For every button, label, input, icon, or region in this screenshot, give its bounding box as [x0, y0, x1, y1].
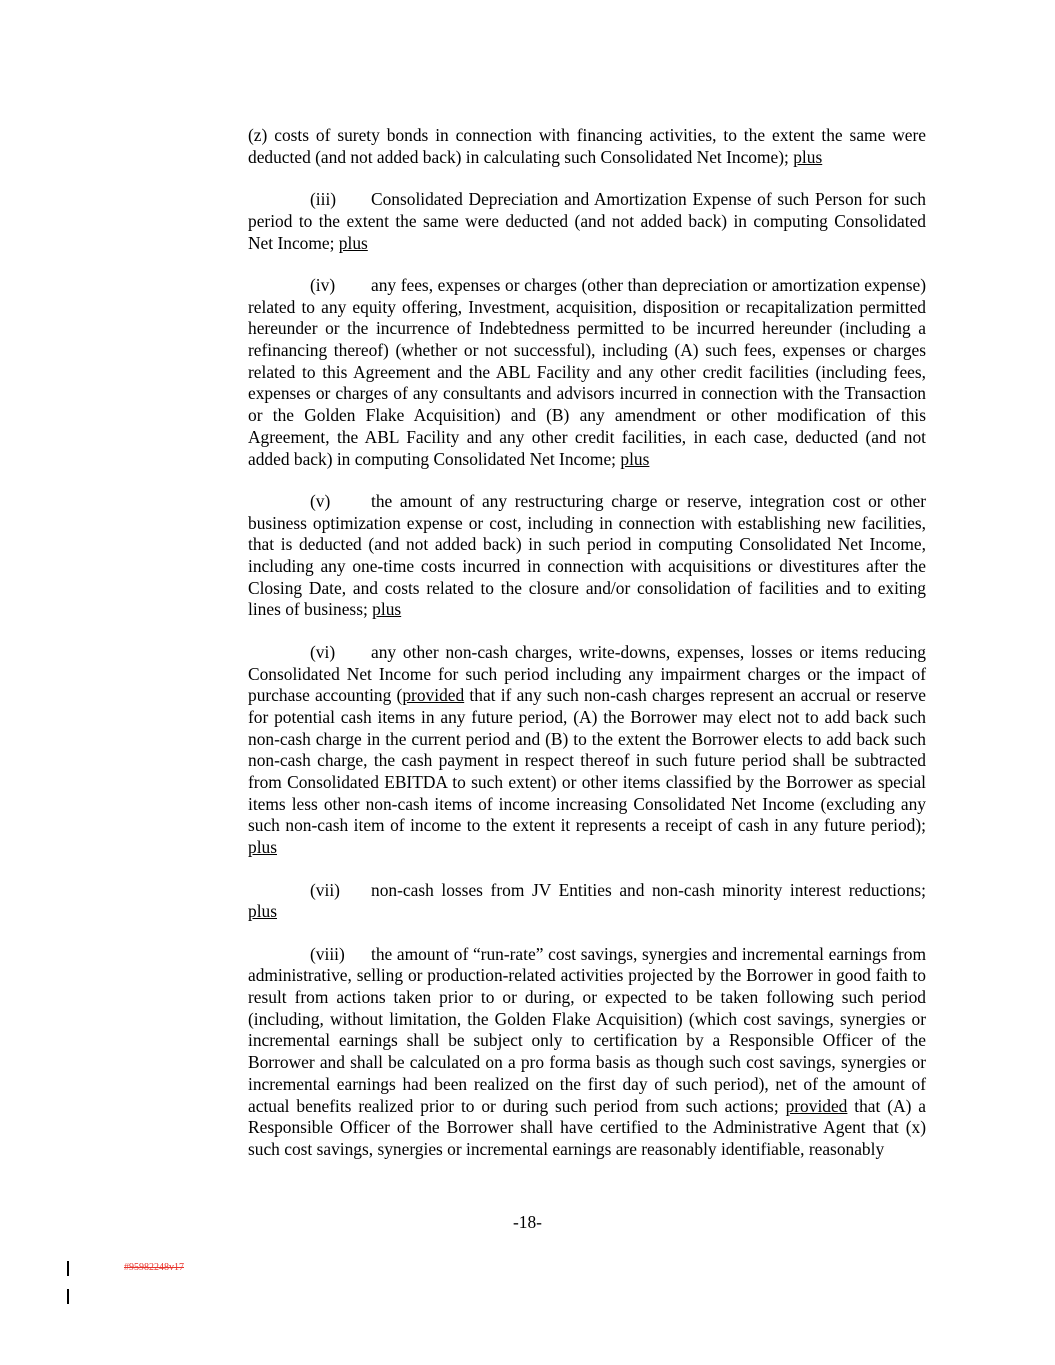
clause-number: (vi) — [310, 641, 336, 662]
paragraph-z — [248, 125, 926, 168]
underlined-plus: plus — [248, 901, 277, 922]
clause-number: (viii) — [310, 943, 345, 964]
underlined-plus: plus — [793, 146, 823, 167]
paragraph-iii — [248, 189, 926, 254]
clause-number: (iii) — [310, 189, 337, 210]
clause-number: (v) — [310, 490, 331, 511]
paragraph-viii — [248, 944, 926, 1161]
paragraph-iv — [248, 275, 926, 470]
underlined-plus: plus — [248, 837, 277, 858]
page-number: -18- — [513, 1212, 542, 1232]
underlined-provided: provided — [402, 685, 465, 706]
paragraph-text: any fees, expenses or charges (other than depreciation or amortization expense) related to any equity offering, Investment, acquisition, disposition or recapitalization permitted hereunder or the incurrence of Indebtedness permitted to be incurred hereunder (including a refinancing thereof) (whether or not successful), including (A) such fees, expenses or charges related to this Agreement and the ABL Facility and any other credit facilities (including fees, expenses or charges of any consultants and advisors incurred in connection with the Transaction or the Golden Flake Acquisition) and (B) any amendment or other modification of this Agreement, the ABL Facility and any other credit facilities, in each case, deducted (and not added back) in computing Consolidated Net Income; — [248, 274, 926, 469]
paragraph-vii — [248, 880, 926, 923]
underlined-plus: plus — [620, 448, 650, 469]
paragraph-text: the amount of “run-rate” cost savings, synergies and incremental earnings from administrative, selling or production-related activities projected by the Borrower in good faith to result from actions taken prior to or during, or expected to be taken following such period (including, without limitation, the Golden Flake Acquisition) (which cost savings, synergies or incremental earnings shall be subject only to certification by a Responsible Officer of the Borrower and shall be calculated on a pro forma basis as though such cost savings, synergies or incremental earnings had been realized on the first day of such period), net of the amount of actual benefits realized prior to or during such period from such actions; — [248, 943, 926, 1116]
paragraph-v — [248, 491, 926, 621]
paragraph-text: that if any such non-cash charges represent an accrual or reserve for potential cash items in any future period, (A) the Borrower may elect not to add back such non-cash charge in the current period and (B) to the extent the Borrower elects to add back such non-cash charge, the cash payment in respect thereof in such future period shall be subtracted from Consolidated EBITDA to such extent) or other items classified by the Borrower as special items less other non-cash items of income increasing Consolidated Net Income (excluding any such non-cash item of income to the extent it represents a receipt of cash in any future period); — [248, 685, 926, 836]
change-bar — [67, 1261, 69, 1276]
document-body — [248, 125, 926, 1181]
underlined-plus: plus — [338, 232, 368, 253]
clause-number: (vii) — [310, 879, 340, 900]
underlined-plus: plus — [372, 599, 402, 620]
paragraph-text: any other non-cash charges, write-downs, expenses, losses or items reducing Consolidated Net Income for such period including any impairment charges or the impact of purchase accounting ( — [248, 641, 926, 706]
change-bar — [67, 1289, 69, 1304]
paragraph-text: the amount of any restructuring charge or reserve, integration cost or other business optimization expense or cost, including in connection with establishing new facilities, that is deducted (and not added back) in such period in computing Consolidated Net Income, including any one-time costs incurred in connection with acquisitions or divestitures after the Closing Date, and costs related to the closure and/or consolidation of facilities and to exiting lines of business; — [248, 490, 926, 620]
paragraph-text: (z) costs of surety bonds in connection with financing activities, to the extent the same were deducted (and not added back) in calculating such Consolidated Net Income); — [248, 125, 926, 167]
paragraph-text: that (A) a Responsible Officer of the Borrower shall have certified to the Administrative Agent that (x) such cost savings, synergies or incremental earnings are reasonably identifiable, reasonably — [248, 1095, 926, 1159]
underlined-provided: provided — [785, 1095, 848, 1116]
paragraph-text: non-cash losses from JV Entities and non-cash minority interest reductions; — [371, 879, 926, 900]
document-id: #95982248v17 — [124, 1262, 184, 1273]
clause-number: (iv) — [310, 274, 336, 295]
paragraph-text: Consolidated Depreciation and Amortization Expense of such Person for such period to the extent the same were deducted (and not added back) in computing Consolidated Net Income; — [248, 189, 926, 253]
paragraph-vi — [248, 642, 926, 859]
